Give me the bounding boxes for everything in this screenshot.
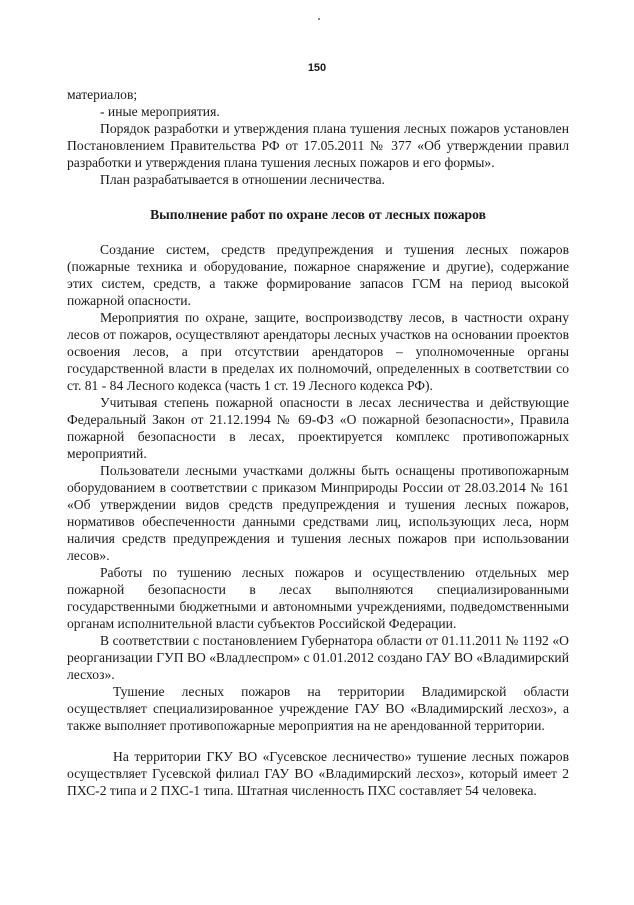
paragraph-plan-procedure: Порядок разработки и утверждения плана тушения лесных пожаров установлен Постановлением Правительства РФ от 17.05.2011 № 377 «Об утверждении правил разработки и утверждения плана тушения лесных пожаров и его формы».	[67, 121, 569, 170]
paragraph-measures: Мероприятия по охране, защите, воспроизводству лесов, в частности охрану лесов от пожаров, осуществляют арендаторы лесных участков на основании проектов освоения лесов, а при отсутствии арендаторов – уполномоченные органы государственной власти в пределах их полномочий, определенных в соответствии со ст. 81 - 84 Лесного кодекса (часть 1 ст. 19 Лесного кодекса РФ).	[67, 310, 569, 393]
paragraph-other-measures: - иные мероприятия.	[100, 104, 220, 119]
paragraph-systems: Создание систем, средств предупреждения и тушения лесных пожаров (пожарные техника и оборудование, пожарное снаряжение и другие), содержание этих систем, средств, а также формирование запасов ГСМ на период высокой пожарной опасности.	[67, 242, 569, 308]
paragraph-regional-service: Тушение лесных пожаров на территории Владимирской области осуществляет специализированное учреждение ГАУ ВО «Владимирский лесхоз», а также выполняет противопожарные мероприятия на не арендованной территории.	[67, 684, 569, 733]
paragraph-fire-law: Учитывая степень пожарной опасности в лесах лесничества и действующие Федеральный Закон от 21.12.1994 № 69-ФЗ «О пожарной безопасности», Правила пожарной безопасности в лесах, проектируется комплекс противопожарных мероприятий.	[67, 395, 569, 461]
section-title: Выполнение работ по охране лесов от лесных пожаров	[150, 207, 486, 222]
paragraph-plan-scope: План разрабатывается в отношении лесничества.	[100, 172, 385, 187]
paragraph-equipment: Пользователи лесными участками должны быть оснащены противопожарным оборудованием в соответствии с приказом Минприроды России от 28.03.2014 № 161 «Об утверждении видов средств предупреждения и тушения лесных пожаров, нормативов обеспеченности данными средствами лиц, использующих леса, норм наличия средств предупреждения и тушения лесных пожаров при использовании лесов».	[67, 463, 569, 563]
page-number: 150	[307, 62, 327, 74]
paragraph-gusev-branch: На территории ГКУ ВО «Гусевское лесничество» тушение лесных пожаров осуществляет Гусевской филиал ГАУ ВО «Владимирский лесхоз», который имеет 2 ПХС-2 типа и 2 ПХС-1 типа. Штатная численность ПХС составляет 54 человека.	[67, 749, 569, 798]
scan-speck	[318, 18, 320, 20]
paragraph-extinguishing-works: Работы по тушению лесных пожаров и осуществлению отдельных мер пожарной безопасности в лесах выполняются специализированными государственными бюджетными и автономными учреждениями, подведомственными органам исполнительной власти субъектов Российской Федерации.	[67, 565, 569, 631]
paragraph-reorganization: В соответствии с постановлением Губернатора области от 01.11.2011 № 1192 «О реорганизации ГУП ВО «Владлеспром» с 01.01.2012 создано ГАУ ВО «Владимирский лесхоз».	[67, 633, 569, 682]
paragraph-materials: материалов;	[67, 87, 138, 102]
document-body	[67, 86, 569, 799]
